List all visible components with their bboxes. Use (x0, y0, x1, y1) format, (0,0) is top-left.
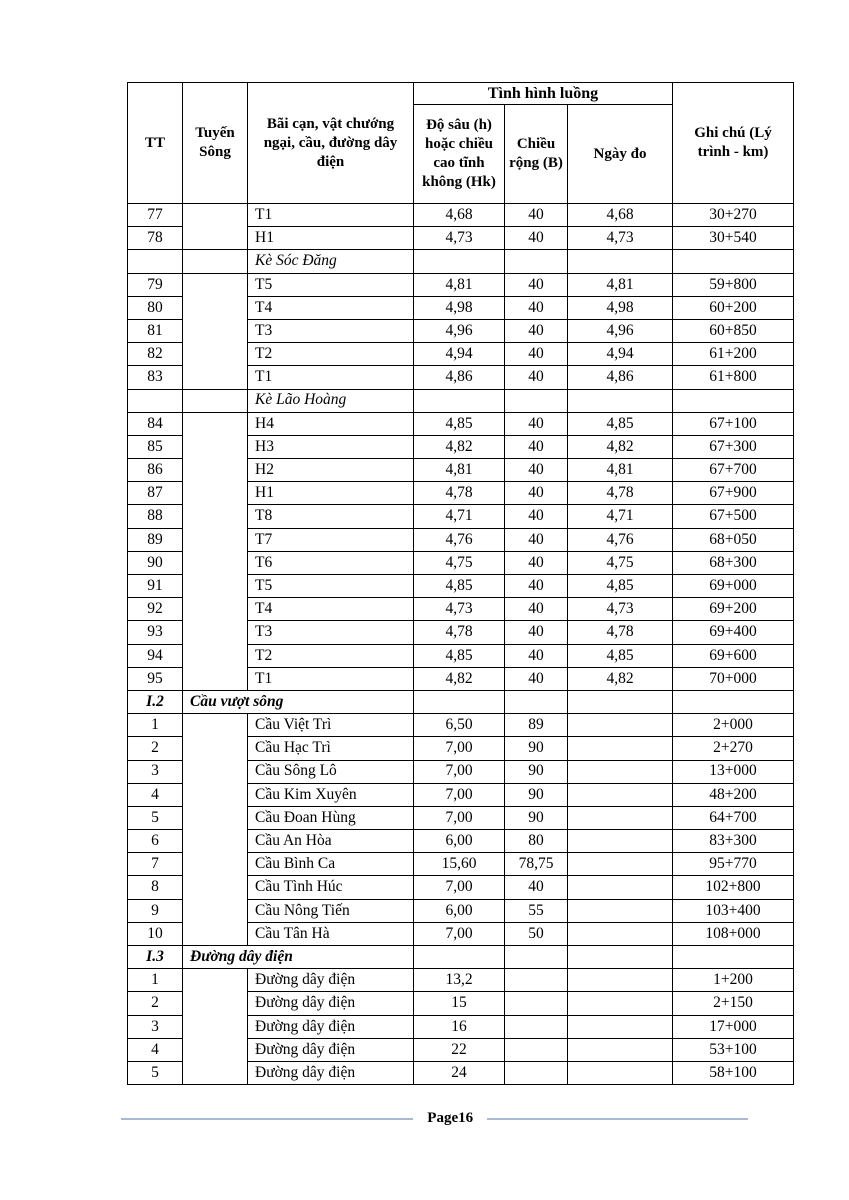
section-number-cell: I.2 (128, 690, 183, 713)
tt-cell: 85 (128, 435, 183, 458)
width-cell: 40 (505, 204, 568, 227)
width-cell (505, 1038, 568, 1061)
width-cell: 90 (505, 806, 568, 829)
date-cell: 4,76 (568, 528, 673, 551)
width-cell: 40 (505, 528, 568, 551)
depth-cell: 13,2 (414, 969, 505, 992)
empty-cell (505, 946, 568, 969)
km-cell: 67+100 (673, 412, 794, 435)
date-cell: 4,73 (568, 227, 673, 250)
empty-cell (414, 946, 505, 969)
tt-cell: 7 (128, 853, 183, 876)
tt-cell (128, 389, 183, 412)
date-cell: 4,68 (568, 204, 673, 227)
tt-cell: 5 (128, 1061, 183, 1084)
depth-cell: 15 (414, 992, 505, 1015)
tt-cell: 77 (128, 204, 183, 227)
date-cell: 4,81 (568, 459, 673, 482)
header-tinh-hinh-luong: Tình hình luồng (414, 83, 673, 105)
tt-cell: 78 (128, 227, 183, 250)
name-cell: Cầu Tân Hà (248, 922, 414, 945)
depth-cell: 7,00 (414, 760, 505, 783)
fairway-obstruction-table (127, 82, 794, 1085)
tt-cell: 10 (128, 922, 183, 945)
name-cell: H1 (248, 227, 414, 250)
section-row (128, 690, 794, 713)
name-cell: Đường dây điện (248, 1061, 414, 1084)
name-cell: Đường dây điện (248, 1038, 414, 1061)
tt-cell: 2 (128, 737, 183, 760)
date-cell (568, 760, 673, 783)
width-cell: 40 (505, 412, 568, 435)
km-cell: 108+000 (673, 922, 794, 945)
width-cell: 40 (505, 505, 568, 528)
depth-cell: 4,76 (414, 528, 505, 551)
name-cell: Cầu Bình Ca (248, 853, 414, 876)
name-cell: Cầu Việt Trì (248, 714, 414, 737)
name-cell: Đường dây điện (248, 969, 414, 992)
depth-cell: 7,00 (414, 737, 505, 760)
depth-cell: 4,82 (414, 667, 505, 690)
empty-cell (568, 946, 673, 969)
date-cell: 4,94 (568, 343, 673, 366)
empty-cell (673, 690, 794, 713)
date-cell (568, 830, 673, 853)
tt-cell: 8 (128, 876, 183, 899)
tt-cell: 84 (128, 412, 183, 435)
header-chieu-rong: Chiều rộng (B) (505, 105, 568, 204)
section-title-cell: Đường dây điện (183, 946, 414, 969)
route-cell (183, 273, 248, 389)
width-cell: 90 (505, 760, 568, 783)
tt-cell: 82 (128, 343, 183, 366)
date-cell: 4,78 (568, 482, 673, 505)
tt-cell: 4 (128, 783, 183, 806)
km-cell: 48+200 (673, 783, 794, 806)
name-cell: Đường dây điện (248, 992, 414, 1015)
empty-cell (568, 690, 673, 713)
km-cell: 70+000 (673, 667, 794, 690)
empty-cell (673, 250, 794, 273)
depth-cell: 16 (414, 1015, 505, 1038)
tt-cell: 83 (128, 366, 183, 389)
date-cell (568, 992, 673, 1015)
km-cell: 64+700 (673, 806, 794, 829)
depth-cell: 7,00 (414, 783, 505, 806)
depth-cell: 24 (414, 1061, 505, 1084)
width-cell (505, 1061, 568, 1084)
width-cell (505, 969, 568, 992)
route-cell (183, 412, 248, 690)
width-cell: 89 (505, 714, 568, 737)
empty-cell (505, 250, 568, 273)
km-cell: 69+400 (673, 621, 794, 644)
width-cell: 40 (505, 343, 568, 366)
table-row (128, 412, 794, 435)
page-footer (121, 1110, 748, 1127)
tt-cell: 6 (128, 830, 183, 853)
name-cell: T1 (248, 366, 414, 389)
depth-cell: 6,00 (414, 830, 505, 853)
name-cell: Cầu Kim Xuyên (248, 783, 414, 806)
date-cell (568, 899, 673, 922)
width-cell: 40 (505, 435, 568, 458)
name-cell: T6 (248, 551, 414, 574)
footer-rule-right (487, 1118, 748, 1120)
name-cell: T3 (248, 621, 414, 644)
empty-cell (505, 690, 568, 713)
date-cell: 4,82 (568, 667, 673, 690)
empty-cell (568, 250, 673, 273)
depth-cell: 4,96 (414, 319, 505, 342)
km-cell: 2+150 (673, 992, 794, 1015)
km-cell: 68+300 (673, 551, 794, 574)
empty-cell (505, 389, 568, 412)
page-number: Page16 (427, 1110, 474, 1126)
name-cell: H1 (248, 482, 414, 505)
tt-cell: 80 (128, 296, 183, 319)
date-cell: 4,85 (568, 412, 673, 435)
header-do-sau: Độ sâu (h) hoặc chiều cao tĩnh không (Hk) (414, 105, 505, 204)
footer-rule-left (121, 1118, 413, 1120)
date-cell: 4,86 (568, 366, 673, 389)
depth-cell: 6,00 (414, 899, 505, 922)
name-cell: H2 (248, 459, 414, 482)
depth-cell: 4,71 (414, 505, 505, 528)
km-cell: 58+100 (673, 1061, 794, 1084)
depth-cell: 22 (414, 1038, 505, 1061)
width-cell: 40 (505, 296, 568, 319)
date-cell: 4,98 (568, 296, 673, 319)
table-row (128, 204, 794, 227)
note-name-cell: Kè Sóc Đăng (248, 250, 414, 273)
tt-cell: 89 (128, 528, 183, 551)
empty-cell (414, 690, 505, 713)
km-cell: 17+000 (673, 1015, 794, 1038)
width-cell: 40 (505, 227, 568, 250)
name-cell: T2 (248, 644, 414, 667)
width-cell: 40 (505, 366, 568, 389)
km-cell: 13+000 (673, 760, 794, 783)
depth-cell: 4,85 (414, 644, 505, 667)
km-cell: 102+800 (673, 876, 794, 899)
km-cell: 69+200 (673, 598, 794, 621)
km-cell: 60+850 (673, 319, 794, 342)
empty-cell (568, 389, 673, 412)
tt-cell (128, 250, 183, 273)
depth-cell: 4,78 (414, 482, 505, 505)
depth-cell: 4,81 (414, 459, 505, 482)
header-tuyen-song: Tuyến Sông (183, 83, 248, 204)
header-tt: TT (128, 83, 183, 204)
km-cell: 95+770 (673, 853, 794, 876)
km-cell: 1+200 (673, 969, 794, 992)
width-cell: 40 (505, 667, 568, 690)
section-title-cell: Cầu vượt sông (183, 690, 414, 713)
name-cell: T4 (248, 296, 414, 319)
width-cell: 40 (505, 319, 568, 342)
depth-cell: 4,82 (414, 435, 505, 458)
empty-cell (414, 250, 505, 273)
depth-cell: 4,75 (414, 551, 505, 574)
depth-cell: 4,78 (414, 621, 505, 644)
depth-cell: 6,50 (414, 714, 505, 737)
section-number-cell: I.3 (128, 946, 183, 969)
date-cell: 4,78 (568, 621, 673, 644)
width-cell: 40 (505, 273, 568, 296)
depth-cell: 4,85 (414, 412, 505, 435)
name-cell: T3 (248, 319, 414, 342)
name-cell: T2 (248, 343, 414, 366)
table-row (128, 273, 794, 296)
km-cell: 103+400 (673, 899, 794, 922)
route-cell (183, 969, 248, 1085)
tt-cell: 2 (128, 992, 183, 1015)
tt-cell: 93 (128, 621, 183, 644)
table-row (128, 714, 794, 737)
tt-cell: 95 (128, 667, 183, 690)
name-cell: H4 (248, 412, 414, 435)
date-cell (568, 714, 673, 737)
date-cell: 4,71 (568, 505, 673, 528)
date-cell: 4,73 (568, 598, 673, 621)
tt-cell: 87 (128, 482, 183, 505)
name-cell: Cầu An Hòa (248, 830, 414, 853)
name-cell: T7 (248, 528, 414, 551)
depth-cell: 7,00 (414, 876, 505, 899)
depth-cell: 4,94 (414, 343, 505, 366)
tt-cell: 92 (128, 598, 183, 621)
table-header (128, 83, 794, 204)
date-cell: 4,75 (568, 551, 673, 574)
km-cell: 2+000 (673, 714, 794, 737)
km-cell: 67+300 (673, 435, 794, 458)
tt-cell: 88 (128, 505, 183, 528)
name-cell: T4 (248, 598, 414, 621)
empty-cell (414, 389, 505, 412)
width-cell: 40 (505, 876, 568, 899)
tt-cell: 4 (128, 1038, 183, 1061)
note-row (128, 389, 794, 412)
width-cell: 55 (505, 899, 568, 922)
date-cell (568, 806, 673, 829)
date-cell (568, 853, 673, 876)
depth-cell: 4,85 (414, 575, 505, 598)
header-ngay-do: Ngày đo (568, 105, 673, 204)
date-cell: 4,96 (568, 319, 673, 342)
width-cell: 40 (505, 551, 568, 574)
depth-cell: 4,73 (414, 598, 505, 621)
tt-cell: 86 (128, 459, 183, 482)
km-cell: 2+270 (673, 737, 794, 760)
empty-cell (673, 946, 794, 969)
route-cell (183, 714, 248, 946)
date-cell: 4,85 (568, 575, 673, 598)
tt-cell: 9 (128, 899, 183, 922)
tt-cell: 3 (128, 1015, 183, 1038)
km-cell: 30+540 (673, 227, 794, 250)
name-cell: Cầu Sông Lô (248, 760, 414, 783)
name-cell: T5 (248, 575, 414, 598)
width-cell: 40 (505, 482, 568, 505)
km-cell: 83+300 (673, 830, 794, 853)
km-cell: 67+900 (673, 482, 794, 505)
km-cell: 69+000 (673, 575, 794, 598)
empty-cell (673, 389, 794, 412)
tt-cell: 5 (128, 806, 183, 829)
date-cell (568, 783, 673, 806)
note-row (128, 250, 794, 273)
date-cell (568, 1015, 673, 1038)
depth-cell: 15,60 (414, 853, 505, 876)
km-cell: 60+200 (673, 296, 794, 319)
km-cell: 53+100 (673, 1038, 794, 1061)
depth-cell: 7,00 (414, 806, 505, 829)
km-cell: 59+800 (673, 273, 794, 296)
km-cell: 69+600 (673, 644, 794, 667)
tt-cell: 1 (128, 969, 183, 992)
date-cell (568, 737, 673, 760)
tt-cell: 90 (128, 551, 183, 574)
date-cell: 4,82 (568, 435, 673, 458)
name-cell: Cầu Nông Tiến (248, 899, 414, 922)
date-cell (568, 1038, 673, 1061)
depth-cell: 4,68 (414, 204, 505, 227)
width-cell: 40 (505, 644, 568, 667)
note-name-cell: Kè Lão Hoàng (248, 389, 414, 412)
name-cell: T1 (248, 204, 414, 227)
depth-cell: 4,73 (414, 227, 505, 250)
route-cell (183, 389, 248, 412)
width-cell: 40 (505, 598, 568, 621)
header-bai-can: Bãi cạn, vật chướng ngại, cầu, đường dây điện (248, 83, 414, 204)
km-cell: 61+800 (673, 366, 794, 389)
name-cell: T8 (248, 505, 414, 528)
km-cell: 67+700 (673, 459, 794, 482)
header-ghi-chu: Ghi chú (Lý trình - km) (673, 83, 794, 204)
width-cell: 80 (505, 830, 568, 853)
date-cell (568, 1061, 673, 1084)
width-cell: 50 (505, 922, 568, 945)
width-cell: 40 (505, 621, 568, 644)
width-cell: 78,75 (505, 853, 568, 876)
depth-cell: 7,00 (414, 922, 505, 945)
name-cell: T5 (248, 273, 414, 296)
route-cell (183, 204, 248, 250)
depth-cell: 4,98 (414, 296, 505, 319)
tt-cell: 81 (128, 319, 183, 342)
width-cell: 90 (505, 783, 568, 806)
tt-cell: 3 (128, 760, 183, 783)
km-cell: 30+270 (673, 204, 794, 227)
date-cell: 4,85 (568, 644, 673, 667)
name-cell: T1 (248, 667, 414, 690)
km-cell: 61+200 (673, 343, 794, 366)
table-body (128, 204, 794, 1085)
km-cell: 67+500 (673, 505, 794, 528)
km-cell: 68+050 (673, 528, 794, 551)
tt-cell: 1 (128, 714, 183, 737)
date-cell (568, 969, 673, 992)
width-cell: 90 (505, 737, 568, 760)
width-cell (505, 992, 568, 1015)
tt-cell: 94 (128, 644, 183, 667)
depth-cell: 4,86 (414, 366, 505, 389)
depth-cell: 4,81 (414, 273, 505, 296)
name-cell: Đường dây điện (248, 1015, 414, 1038)
date-cell (568, 876, 673, 899)
date-cell (568, 922, 673, 945)
width-cell (505, 1015, 568, 1038)
tt-cell: 91 (128, 575, 183, 598)
date-cell: 4,81 (568, 273, 673, 296)
name-cell: Cầu Tình Húc (248, 876, 414, 899)
name-cell: H3 (248, 435, 414, 458)
width-cell: 40 (505, 575, 568, 598)
tt-cell: 79 (128, 273, 183, 296)
name-cell: Cầu Hạc Trì (248, 737, 414, 760)
route-cell (183, 250, 248, 273)
width-cell: 40 (505, 459, 568, 482)
table-row (128, 969, 794, 992)
name-cell: Cầu Đoan Hùng (248, 806, 414, 829)
section-row (128, 946, 794, 969)
